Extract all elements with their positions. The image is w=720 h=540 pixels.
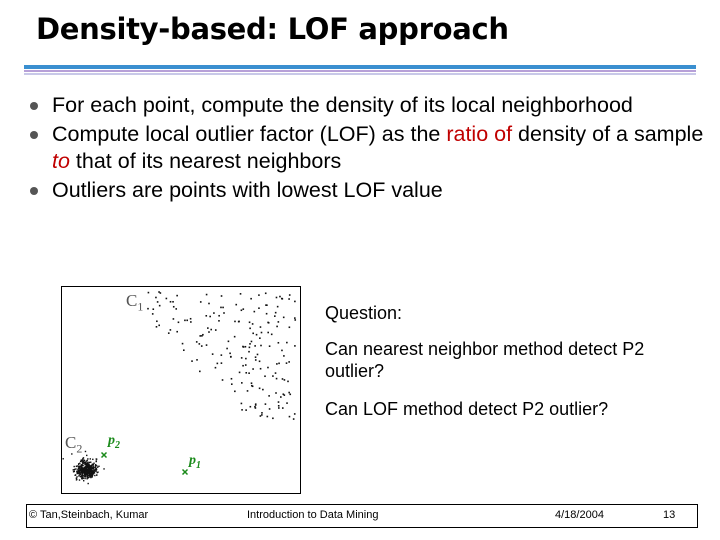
scatter-point <box>294 319 296 321</box>
scatter-point <box>95 468 96 469</box>
scatter-point <box>288 361 290 363</box>
scatter-point <box>98 466 99 467</box>
scatter-point <box>269 408 271 410</box>
cluster-c1-label: $C_1$ <box>126 291 144 314</box>
scatter-point <box>230 356 232 358</box>
scatter-point <box>210 329 212 331</box>
scatter-point <box>260 345 262 347</box>
scatter-point <box>77 473 78 474</box>
scatter-point <box>247 390 249 392</box>
scatter-point <box>241 382 243 384</box>
scatter-point <box>275 312 277 314</box>
scatter-point <box>217 363 219 365</box>
scatter-point <box>252 333 254 335</box>
scatter-point <box>208 331 210 333</box>
scatter-point <box>231 378 233 380</box>
bullet-text: For each point, compute the density of its local neighborhood <box>52 93 633 117</box>
scatter-point <box>87 475 88 476</box>
scatter-point <box>255 404 257 406</box>
scatter-point <box>160 292 162 294</box>
scatter-point <box>242 308 244 310</box>
scatter-point <box>278 321 280 323</box>
scatter-point <box>90 473 91 474</box>
scatter-point <box>76 478 77 479</box>
scatter-point <box>82 460 83 461</box>
bullet-highlight: ratio of <box>446 122 513 146</box>
scatter-point <box>289 326 291 328</box>
scatter-point <box>87 467 88 468</box>
scatter-point <box>97 471 98 472</box>
scatter-point <box>201 335 203 337</box>
scatter-point <box>239 372 241 374</box>
scatter-point <box>190 318 192 320</box>
scatter-point <box>252 323 254 325</box>
scatter-point <box>175 308 177 310</box>
point-p2-marker <box>102 453 107 458</box>
scatter-point <box>73 469 74 470</box>
scatter-point <box>250 298 252 300</box>
scatter-point <box>278 407 280 409</box>
scatter-point <box>245 346 247 348</box>
scatter-point <box>158 325 160 327</box>
scatter-point <box>279 296 281 298</box>
title-underline <box>24 65 696 69</box>
scatter-point <box>222 379 224 381</box>
footer-course: Introduction to Data Mining <box>247 509 379 521</box>
scatter-point <box>73 471 74 472</box>
scatter-point <box>267 367 269 369</box>
scatter-point <box>281 298 283 300</box>
scatter-point <box>294 413 296 415</box>
scatter-point <box>274 315 276 317</box>
scatter-point <box>269 345 271 347</box>
scatter-point <box>182 343 184 345</box>
scatter-point <box>276 297 278 299</box>
scatter-point <box>242 365 244 367</box>
scatter-point <box>276 378 278 380</box>
scatter-point <box>241 409 243 411</box>
scatter-point <box>255 359 257 361</box>
scatter-point <box>294 345 296 347</box>
scatter-point <box>242 346 244 348</box>
scatter-point <box>228 341 230 343</box>
bullet-text: that of its nearest neighbors <box>69 149 342 173</box>
scatter-point <box>258 294 260 296</box>
scatter-point <box>152 313 154 315</box>
scatter-point <box>173 306 175 308</box>
scatter-point <box>220 307 222 309</box>
scatter-point <box>199 371 201 373</box>
scatter-point <box>215 329 217 331</box>
scatter-point <box>283 317 285 319</box>
scatter-point <box>238 321 240 323</box>
scatter-point <box>79 473 80 474</box>
scatter-point <box>62 458 63 459</box>
scatter-point <box>271 334 273 336</box>
scatter-point <box>92 464 93 465</box>
scatter-point <box>231 383 233 385</box>
scatter-point <box>289 416 291 418</box>
scatter-point <box>95 471 96 472</box>
scatter-point <box>176 295 178 297</box>
scatter-point <box>234 336 236 338</box>
scatter-point <box>221 295 223 297</box>
scatter-point <box>282 407 284 409</box>
scatter-point <box>95 466 96 467</box>
scatter-point <box>89 471 90 472</box>
scatter-point <box>91 465 92 466</box>
scatter-point <box>86 460 87 461</box>
scatter-point <box>95 461 96 462</box>
scatter-point <box>260 368 262 370</box>
scatter-point <box>82 469 83 470</box>
scatter-point <box>81 459 82 460</box>
title-underline-3 <box>24 73 696 75</box>
scatter-point <box>84 462 85 463</box>
scatter-point <box>267 332 269 334</box>
scatter-point <box>255 356 257 358</box>
scatter-point <box>176 331 178 333</box>
scatter-point <box>170 301 172 303</box>
scatter-point <box>96 458 97 459</box>
cluster-c2-label: $C_2$ <box>65 433 83 456</box>
scatter-point <box>294 301 296 303</box>
scatter-point <box>79 466 80 467</box>
scatter-point <box>87 483 88 484</box>
scatter-point <box>90 458 91 459</box>
slide-footer <box>26 504 698 528</box>
scatter-point <box>77 465 78 466</box>
scatter-point <box>87 477 88 478</box>
scatter-point <box>280 396 282 398</box>
scatter-point <box>148 292 150 294</box>
scatter-point <box>221 362 223 364</box>
scatter-point <box>170 329 172 331</box>
scatter-point <box>76 479 77 480</box>
scatter-figure <box>61 286 301 494</box>
bullet-dot-icon <box>30 131 38 139</box>
scatter-point <box>156 320 158 322</box>
slide-title: Density-based: LOF approach <box>36 12 509 46</box>
scatter-point <box>173 318 175 320</box>
scatter-plot <box>62 287 300 493</box>
scatter-point <box>249 343 251 345</box>
scatter-point <box>289 394 291 396</box>
scatter-point <box>82 468 83 469</box>
scatter-point <box>73 466 74 467</box>
scatter-point <box>241 357 243 359</box>
scatter-point <box>251 341 253 343</box>
scatter-point <box>91 471 92 472</box>
scatter-point <box>252 368 254 370</box>
scatter-point <box>212 353 214 355</box>
scatter-point <box>223 312 225 314</box>
scatter-point <box>83 457 84 458</box>
scatter-point <box>213 312 215 314</box>
scatter-point <box>205 315 207 317</box>
scatter-point <box>199 343 201 345</box>
footer-page-number: 13 <box>663 509 676 521</box>
scatter-point <box>93 471 94 472</box>
scatter-point <box>281 350 283 352</box>
scatter-point <box>245 409 247 411</box>
scatter-point <box>248 351 250 353</box>
scatter-point <box>278 363 280 365</box>
scatter-point <box>85 464 86 465</box>
scatter-point <box>218 320 220 322</box>
scatter-point <box>256 334 258 336</box>
scatter-point <box>254 311 256 313</box>
scatter-point <box>84 467 85 468</box>
scatter-point <box>277 306 279 308</box>
scatter-point <box>276 326 278 328</box>
scatter-point <box>286 362 288 364</box>
scatter-point <box>166 298 168 300</box>
scatter-point <box>288 298 290 300</box>
scatter-point <box>172 301 174 303</box>
scatter-point <box>93 463 94 464</box>
scatter-point <box>294 317 296 319</box>
scatter-point <box>240 293 242 295</box>
scatter-point <box>85 451 86 452</box>
bullet-item <box>30 177 710 204</box>
scatter-point <box>251 385 253 387</box>
scatter-point <box>83 477 84 478</box>
scatter-point <box>186 320 188 322</box>
scatter-point <box>278 405 280 407</box>
scatter-point <box>215 367 217 369</box>
scatter-point <box>183 349 185 351</box>
scatter-point <box>196 359 198 361</box>
scatter-point <box>259 337 261 339</box>
scatter-point <box>94 475 95 476</box>
scatter-point <box>249 328 251 330</box>
scatter-point <box>245 358 247 360</box>
scatter-point <box>84 478 85 479</box>
scatter-point <box>80 461 81 462</box>
scatter-point <box>249 347 251 349</box>
scatter-point <box>261 332 263 334</box>
scatter-point <box>234 321 236 323</box>
bullet-item <box>30 92 710 119</box>
scatter-point <box>159 305 161 307</box>
scatter-point <box>265 292 267 294</box>
scatter-point <box>275 372 277 374</box>
bullet-highlight: to <box>52 149 70 173</box>
scatter-point <box>218 315 220 317</box>
scatter-point <box>209 316 211 318</box>
scatter-point <box>283 355 285 357</box>
bullet-dot-icon <box>30 102 38 110</box>
scatter-point <box>92 465 93 466</box>
bullet-dot-icon <box>30 187 38 195</box>
scatter-point <box>272 375 274 377</box>
scatter-point <box>196 341 198 343</box>
scatter-point <box>268 395 270 397</box>
scatter-point <box>92 459 93 460</box>
bullet-text: Compute local outlier factor (LOF) as the <box>52 122 447 146</box>
scatter-point <box>75 468 76 469</box>
scatter-point <box>207 327 209 329</box>
scatter-point <box>259 360 261 362</box>
scatter-point <box>260 326 262 328</box>
scatter-point <box>245 364 247 366</box>
scatter-point <box>199 335 201 337</box>
footer-copyright: © Tan,Steinbach, Kumar <box>29 509 149 521</box>
scatter-point <box>84 474 85 475</box>
scatter-point <box>168 332 170 334</box>
scatter-point <box>89 462 90 463</box>
scatter-point <box>264 375 266 377</box>
scatter-point <box>96 474 97 475</box>
scatter-point <box>190 321 192 323</box>
bullet-text: Outliers are points with lowest LOF value <box>52 178 443 202</box>
scatter-point <box>266 313 268 315</box>
scatter-point <box>184 320 186 322</box>
scatter-point <box>206 344 208 346</box>
scatter-point <box>255 407 257 409</box>
scatter-point <box>92 474 93 475</box>
scatter-point <box>103 468 104 469</box>
scatter-point <box>259 387 261 389</box>
scatter-point <box>83 472 84 473</box>
scatter-point <box>267 416 269 418</box>
bullet-text: density of a sample <box>512 122 704 146</box>
scatter-point <box>76 476 77 477</box>
scatter-point <box>178 321 180 323</box>
scatter-point <box>86 455 87 456</box>
scatter-point <box>81 465 82 466</box>
scatter-point <box>156 326 158 328</box>
scatter-point <box>254 345 256 347</box>
scatter-point <box>266 304 268 306</box>
scatter-point <box>90 462 91 463</box>
scatter-point <box>272 417 274 419</box>
scatter-point <box>293 418 295 420</box>
scatter-point <box>191 360 193 362</box>
scatter-point <box>226 348 228 350</box>
scatter-point <box>80 468 81 469</box>
scatter-point <box>79 479 80 480</box>
scatter-point <box>284 379 286 381</box>
scatter-point <box>260 415 262 417</box>
scatter-point <box>288 392 290 394</box>
scatter-point <box>222 307 224 309</box>
question-label: Question: <box>325 303 403 323</box>
scatter-point <box>93 467 94 468</box>
scatter-point <box>235 304 237 306</box>
scatter-point <box>78 475 79 476</box>
scatter-point <box>81 476 82 477</box>
scatter-point <box>267 322 269 324</box>
scatter-point <box>206 294 208 296</box>
scatter-point <box>248 372 250 374</box>
scatter-point <box>83 480 84 481</box>
scatter-point <box>286 342 288 344</box>
title-underline-2 <box>24 70 696 72</box>
scatter-point <box>97 467 98 468</box>
scatter-point <box>278 342 280 344</box>
scatter-point <box>249 321 251 323</box>
scatter-point <box>79 463 80 464</box>
scatter-point <box>88 469 89 470</box>
scatter-point <box>74 475 75 476</box>
scatter-point <box>91 476 92 477</box>
scatter-point <box>85 471 86 472</box>
scatter-point <box>241 403 243 405</box>
scatter-point <box>262 389 264 391</box>
scatter-point <box>87 458 88 459</box>
scatter-point <box>155 297 157 299</box>
footer-date: 4/18/2004 <box>555 509 604 521</box>
scatter-point <box>152 308 154 310</box>
scatter-point <box>208 303 210 305</box>
bullet-item <box>30 121 710 175</box>
scatter-point <box>265 403 267 405</box>
scatter-point <box>241 309 243 311</box>
scatter-point <box>80 476 81 477</box>
scatter-point <box>90 469 91 470</box>
scatter-point <box>261 412 263 414</box>
scatter-point <box>84 469 85 470</box>
scatter-point <box>95 465 96 466</box>
scatter-point <box>278 401 280 403</box>
scatter-point <box>257 354 259 356</box>
scatter-point <box>286 402 288 404</box>
scatter-point <box>89 466 90 467</box>
scatter-point <box>251 382 253 384</box>
scatter-point <box>78 468 79 469</box>
scatter-point <box>85 476 86 477</box>
scatter-point <box>287 381 289 383</box>
point-p1-marker <box>183 470 188 475</box>
scatter-point <box>289 294 291 296</box>
scatter-point <box>261 414 263 416</box>
scatter-point <box>282 378 284 380</box>
scatter-point <box>147 308 149 310</box>
scatter-point <box>82 459 83 460</box>
point-p1-label: $p_1$ <box>189 453 201 471</box>
scatter-point <box>81 471 82 472</box>
scatter-point <box>234 391 236 393</box>
question-2: Can LOF method detect P2 outlier? <box>325 399 609 419</box>
scatter-point <box>245 372 247 374</box>
scatter-point <box>276 363 278 365</box>
scatter-point <box>275 392 277 394</box>
scatter-point <box>82 462 83 463</box>
scatter-point <box>79 472 80 473</box>
question-1: Can nearest neighbor method detect P2 outlier? <box>325 339 645 381</box>
scatter-point <box>201 345 203 347</box>
scatter-point <box>200 301 202 303</box>
scatter-point <box>157 301 159 303</box>
scatter-point <box>221 354 223 356</box>
scatter-point <box>283 393 285 395</box>
scatter-point <box>84 460 85 461</box>
scatter-point <box>258 307 260 309</box>
point-p2-label: $p_2$ <box>108 433 120 451</box>
scatter-point <box>229 353 231 355</box>
bullet-list <box>30 92 710 206</box>
scatter-point <box>250 406 252 408</box>
